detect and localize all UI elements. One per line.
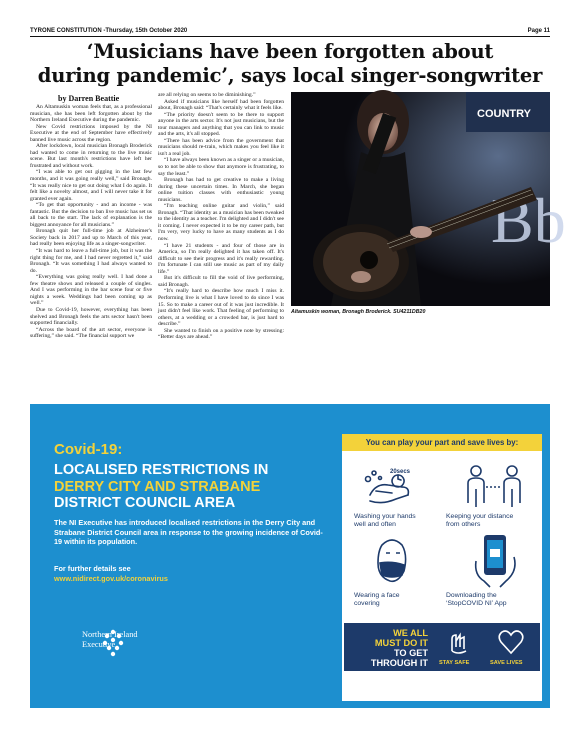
cta-line: WE ALL: [393, 628, 428, 638]
photo-singer-guitar: [291, 92, 566, 306]
save-lives-label: SAVE LIVES: [490, 660, 523, 666]
call-to-action: [342, 621, 542, 673]
paragraph: Due to Covid-19, however, everything has been shelved and Bronagh feels the arts sector hasn't been supported financially.: [30, 306, 152, 327]
tip-line: Keeping your distance: [446, 513, 514, 520]
paragraph: “It was hard to leave a full-time job, but it was the right thing for me, and I had never regretted it,” said Bronagh. “It was something I had always wanted to do.: [30, 248, 152, 274]
paragraph: “Across the board of the art sector, everyone is suffering,” she said. “The financial support we: [30, 326, 152, 340]
masthead-rule: [30, 36, 550, 37]
tip-line: Washing your hands: [354, 513, 416, 520]
tip-line: Downloading the: [446, 592, 497, 599]
tip-line: Wearing a face: [354, 592, 400, 599]
details-label: For further details see: [54, 564, 131, 573]
covid-advert: [30, 404, 550, 708]
photo-caption: Altamuskin woman, Bronagh Broderick. SU4211DB20: [291, 309, 426, 315]
paragraph: “I was able to get out gigging in the last few months, and it was going really well,” said Bronagh. “It was really nice to get out doing what I do again. It felt like a novelty almost, and I will never take it for granted ever again.: [30, 169, 152, 202]
paragraph: “I have 21 students - and four of those are in America, so I'm really delighted it has taken off. It's difficult to see their progress and it's really rewarding. I'm fortunate I can still use music as part of my daily life.”: [158, 242, 284, 275]
paragraph: New Covid restrictions imposed by the NI Executive at the end of September have effectively banned live music across the region.: [30, 123, 152, 143]
tip-line: covering: [354, 600, 380, 608]
publication-name: TYRONE CONSTITUTION: [30, 28, 102, 34]
advert-details: [54, 564, 168, 583]
masthead: [30, 26, 550, 36]
face-mask-icon: [368, 535, 416, 591]
tip-keep-distance: [446, 513, 513, 530]
tip-wash-hands: [354, 513, 416, 530]
cta-line: MUST DO IT: [374, 638, 428, 648]
paragraph: After lockdown, local musician Bronagh Broderick had wanted to come in returning to the live music scene. But last month's restrictions have left her frustrated and without work.: [30, 143, 152, 169]
paragraph: “To get that opportunity - and an income - was fantastic. But the decision to ban live music has set us all back to the start. The lack of explanation is the biggest annoyance for all musicians.”: [30, 202, 152, 228]
article-column-2: [158, 92, 284, 341]
byline: by Darren Beattie: [58, 94, 120, 103]
paragraph: She wanted to finish on a positive note by stressing: “Better days are ahead.”: [158, 327, 284, 341]
details-url[interactable]: www.nidirect.gov.uk/coronavirus: [54, 573, 168, 583]
paragraph: “There has been advice from the government that musicians should re-train, which makes you feel like it isn't a real job.: [158, 137, 284, 157]
tip-line: from others: [446, 521, 481, 529]
paragraph: are all relying on seems to be diminishing.”: [158, 92, 256, 98]
paragraph: Bronagh quit her full-time job at Alzheimer's Society back in 2017 and up to March of this year, had really been enjoying life as a singer-songwriter.: [30, 228, 152, 248]
paragraph: Bronagh has had to get creative to make a living during these uncertain times. In March, she began online tuition classes with enthusiastic young musicians.: [158, 177, 284, 203]
timer-label: 20secs: [390, 469, 411, 475]
tip-line: well and often: [354, 521, 396, 529]
headline-line-1: ‘Musicians have been forgotten about: [86, 40, 494, 63]
paragraph: But it's difficult to fill the void of live performing, said Bronagh.: [158, 275, 284, 288]
phone-app-icon: [470, 531, 520, 591]
ni-executive-name: [82, 630, 138, 649]
paragraph: “Everything was going really well. I had done a few theatre shows and released a couple of singles. And I was performing in the bar scene four or five nights a week. Weddings had been coming up as well.”: [30, 274, 152, 307]
paragraph: An Altamuskin woman feels that, as a professional musician, she has been left forgotten about by the Northern Ireland Executive during the pandemic.: [30, 104, 152, 124]
masthead-left: TYRONE CONSTITUTION -Thursday, 15th October 2020: [30, 28, 188, 34]
article-headline: [30, 40, 550, 88]
advert-headline: [54, 462, 334, 512]
cta-line: TO GET: [393, 648, 428, 658]
article-photo: [291, 92, 566, 306]
advert-headline-line: DISTRICT COUNCIL AREA: [54, 495, 236, 511]
cta-line: THROUGH IT: [370, 658, 428, 668]
cta-text: [348, 628, 428, 668]
stay-safe-label: STAY SAFE: [439, 660, 470, 666]
tip-download-app: [446, 592, 507, 609]
tip-face-covering: [354, 592, 400, 609]
tip-line: ‘StopCOVID NI’ App: [446, 600, 507, 608]
social-distance-icon: [464, 463, 524, 509]
logo-line: Executive: [82, 639, 116, 649]
stay-safe-icon: [444, 627, 474, 657]
advert-headline-line: LOCALISED RESTRICTIONS IN: [54, 462, 269, 478]
page-number: Page 11: [527, 28, 550, 34]
paragraph: “The priority doesn't seem to be there to support anyone in the arts sector. It's not just musicians, but the tour managers and anything that you can link to music and the arts, it's all stopped.: [158, 111, 284, 138]
headline-line-2: during pandemic’, says local singer-songwriter: [37, 64, 543, 87]
advert-title: Covid-19:: [54, 441, 123, 458]
photo-backdrop-letters: Bb: [491, 185, 566, 256]
advert-headline-line: DERRY CITY AND STRABANE: [54, 478, 261, 495]
save-lives-heart-icon: [496, 627, 526, 657]
hand-wash-icon: [362, 465, 422, 509]
advice-panel-heading: You can play your part and save lives by:: [342, 434, 542, 451]
paragraph: “It's really hard to describe how much I miss it. Performing live is what I have loved to do since I was 15. So to make a career out of it was just incredible. It just didn't feel like work. That feeling of performing to others, at a wedding or a crowded bar, is just hard to describe.”: [158, 288, 284, 328]
publication-date: Thursday, 15th October 2020: [105, 28, 188, 34]
logo-line: Northern Ireland: [82, 630, 138, 639]
article-column-1: [30, 104, 152, 340]
photo-banner-text: COUNTRY: [477, 108, 531, 120]
paragraph: “I'm teaching online guitar and violin,” said Bronagh. “That identity as a musician has been tweaked to the identity as a teacher. I'm delighted and I didn't see it coming. I never expected it to be my career path, but I'm very, very lucky to have as many students as I do now.: [158, 203, 284, 243]
paragraph: “I have always been known as a singer or a musician, so to not be able to show that anymore is frustrating, to say the least.”: [158, 157, 284, 177]
advert-body: The NI Executive has introduced localised restrictions in the Derry City and Strabane District Council area in response to the growing incidence of Covid-19 within its population.: [54, 518, 323, 547]
paragraph: Asked if musicians like herself had been forgotten about, Bronagh said: “That's certainly what it feels like.: [158, 98, 284, 112]
